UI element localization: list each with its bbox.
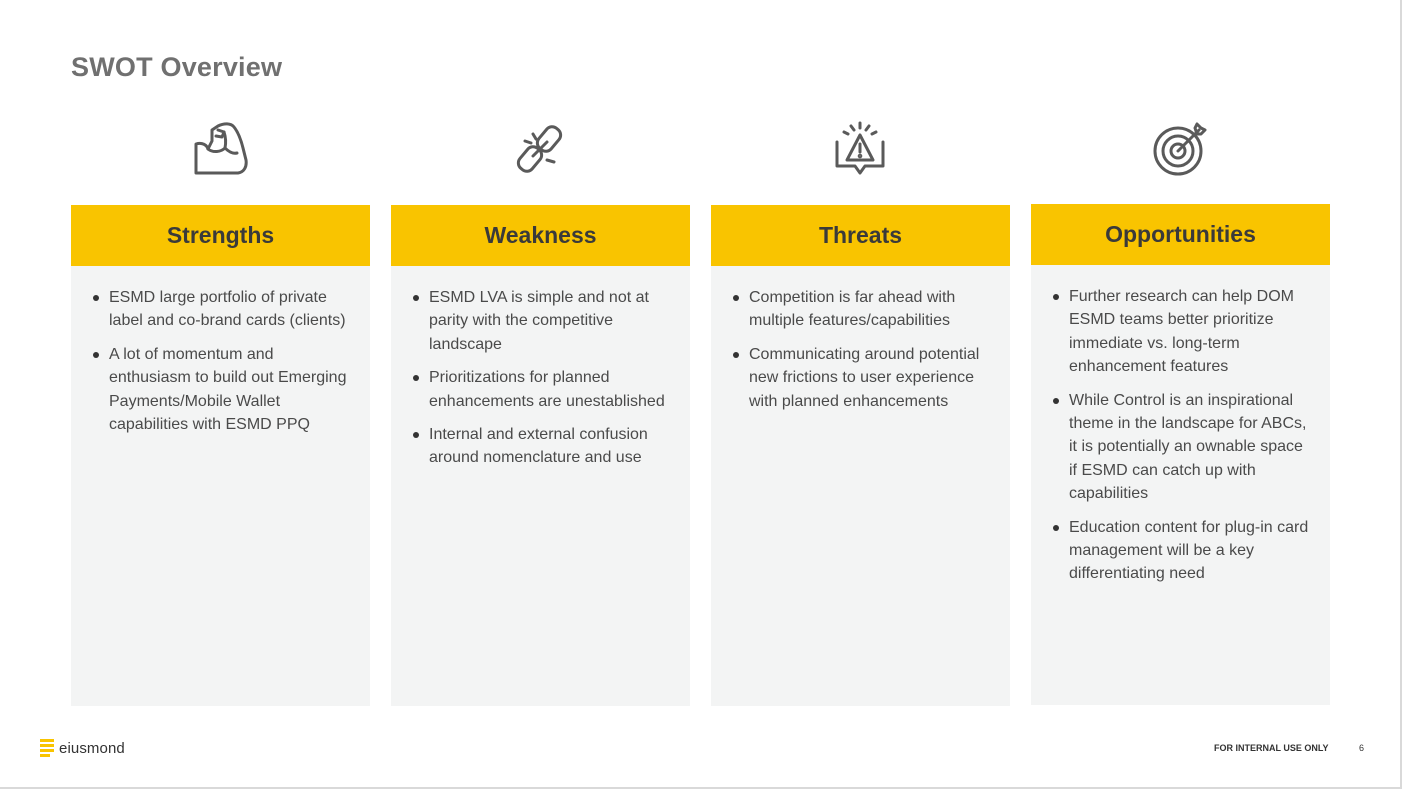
page-number: 6: [1359, 743, 1365, 753]
list-item: A lot of momentum and enthusiasm to build out Emerging Payments/Mobile Wallet capabilities with ESMD PPQ: [109, 343, 352, 437]
threats-heading: Threats: [711, 205, 1010, 266]
strengths-list: [71, 266, 370, 436]
threats-panel: [711, 205, 1010, 706]
weakness-panel: [391, 205, 690, 706]
broken-link-icon: [511, 120, 569, 178]
logo-lines-icon: [40, 738, 56, 758]
flexed-arm-icon: [191, 120, 249, 178]
list-item: Further research can help DOM ESMD teams better prioritize immediate vs. long-term enhancement features: [1069, 285, 1312, 379]
confidentiality-note: FOR INTERNAL USE ONLY: [1214, 743, 1329, 753]
weakness-list: [391, 266, 690, 470]
warning-triangle-icon: [831, 120, 889, 178]
opportunities-heading: Opportunities: [1031, 204, 1330, 265]
list-item: While Control is an inspirational theme in the landscape for ABCs, it is potentially an ownable space if ESMD can catch up with capabilities: [1069, 389, 1312, 506]
opportunities-list: [1031, 265, 1330, 586]
logo-text: eiusmond: [59, 739, 125, 757]
weakness-heading: Weakness: [391, 205, 690, 266]
target-arrow-icon: [1151, 120, 1209, 178]
list-item: ESMD large portfolio of private label and co-brand cards (clients): [109, 286, 352, 333]
list-item: Prioritizations for planned enhancements are unestablished: [429, 366, 672, 413]
opportunities-panel: [1031, 204, 1330, 705]
list-item: Education content for plug-in card management will be a key differentiating need: [1069, 516, 1312, 586]
list-item: Internal and external confusion around nomenclature and use: [429, 423, 672, 470]
list-item: ESMD LVA is simple and not at parity with the competitive landscape: [429, 286, 672, 356]
strengths-heading: Strengths: [71, 205, 370, 266]
company-logo: [40, 738, 125, 758]
list-item: Competition is far ahead with multiple features/capabilities: [749, 286, 992, 333]
threats-list: [711, 266, 1010, 413]
list-item: Communicating around potential new frictions to user experience with planned enhancements: [749, 343, 992, 413]
strengths-panel: [71, 205, 370, 706]
page-title: SWOT Overview: [71, 52, 283, 82]
